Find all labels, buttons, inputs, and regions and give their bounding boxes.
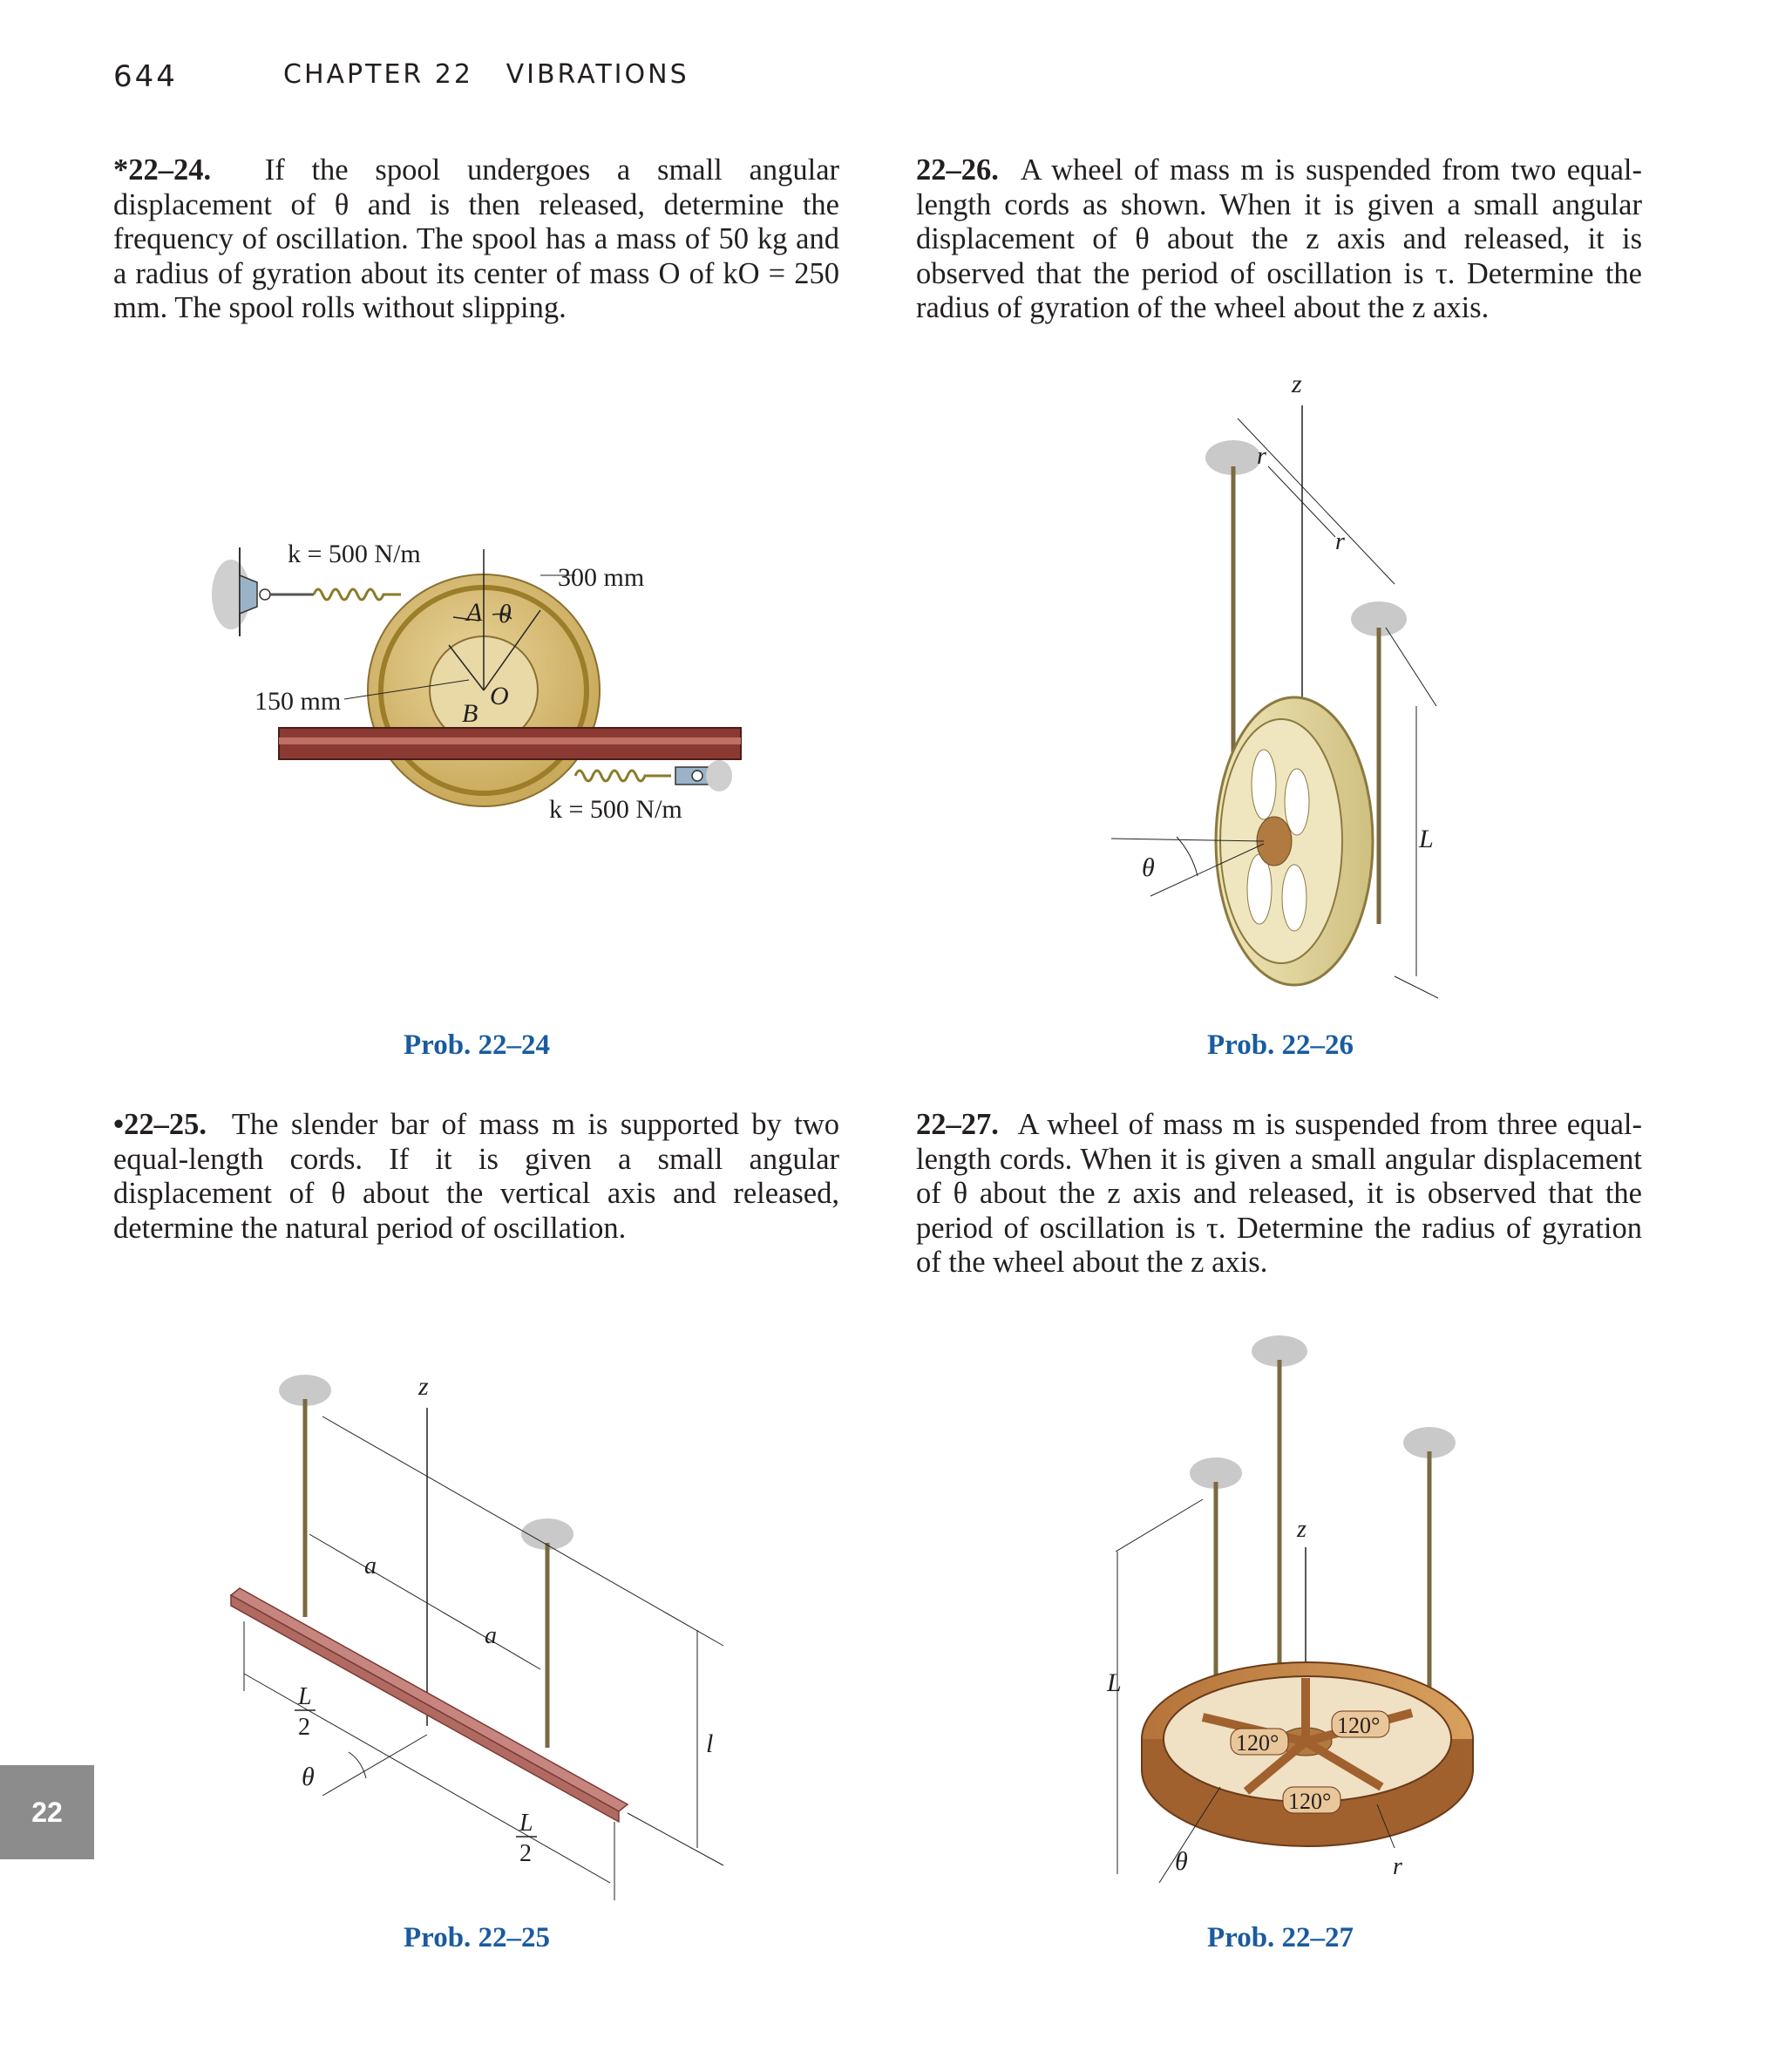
page-number: 644: [113, 59, 178, 94]
label-L: L: [1107, 1668, 1122, 1697]
label-angle-1: 120°: [1236, 1730, 1279, 1756]
chapter-side-tab: 22: [0, 1765, 94, 1859]
label-z: z: [418, 1372, 429, 1401]
figure-spool: [192, 523, 767, 837]
label-r1: r: [1257, 443, 1266, 470]
caption-22-27: Prob. 22–27: [1207, 1922, 1354, 1953]
label-a1: a: [364, 1552, 377, 1579]
problem-number: •22–25.: [113, 1108, 207, 1141]
label-theta: θ: [499, 600, 512, 628]
caption-22-25: Prob. 22–25: [404, 1922, 551, 1953]
label-300mm: 300 mm: [558, 563, 645, 592]
label-150mm: 150 mm: [255, 687, 342, 716]
label-z: z: [1297, 1516, 1307, 1543]
label-theta: θ: [1175, 1847, 1188, 1876]
label-L-half-num2: L: [519, 1810, 533, 1837]
label-L: L: [1419, 825, 1434, 853]
label-L-half-den: 2: [298, 1714, 310, 1741]
caption-22-24: Prob. 22–24: [404, 1029, 551, 1061]
chapter-label: CHAPTER 22: [283, 59, 473, 90]
problem-number: 22–27.: [916, 1108, 999, 1141]
chapter-title: VIBRATIONS: [506, 59, 689, 90]
label-angle-3: 120°: [1288, 1789, 1332, 1814]
label-O: O: [490, 682, 509, 710]
label-r2: r: [1335, 528, 1345, 555]
problem-text: If the spool undergoes a small angular displacement of θ and is then released, determine the frequency of oscillation. The spool has a mass of 50 kg and a radius of gyration about its center of mass O of kO = 250 mm. The spool rolls without slipping.: [113, 153, 839, 324]
label-k-top: k = 500 N/m: [288, 540, 421, 568]
label-k-bottom: k = 500 N/m: [549, 795, 682, 824]
problem-22-27: [916, 1108, 1642, 1281]
label-A: A: [466, 598, 483, 627]
spring-top: [314, 589, 401, 600]
problem-22-25: [113, 1108, 839, 1246]
problem-22-24: [113, 153, 839, 326]
label-a2: a: [485, 1622, 497, 1649]
problem-text: A wheel of mass m is suspended from three equal-length cords. When it is given a small angular displacement of θ about the z axis and released, it is observed that the period of oscillation is τ. Determine the radius of gyration of the wheel about the z axis.: [916, 1108, 1643, 1279]
label-l: l: [706, 1729, 714, 1758]
caption-22-26: Prob. 22–26: [1207, 1029, 1354, 1061]
problem-text: A wheel of mass m is suspended from two equal-length cords as shown. When it is given a small angular displacement of θ about the z axis and released, it is observed that the period of oscillation is τ. Determine the radius of gyration of the wheel about the z axis.: [916, 153, 1643, 324]
spring-bottom: [575, 771, 671, 781]
chapter-heading: [283, 59, 689, 90]
label-r: r: [1393, 1853, 1402, 1880]
label-theta: θ: [1142, 853, 1155, 882]
label-angle-2: 120°: [1337, 1713, 1381, 1738]
problem-number: *22–24.: [113, 153, 212, 187]
figure-wheel-three-cords: [1081, 1316, 1482, 1892]
label-L-half-num: L: [298, 1683, 312, 1710]
problem-number: 22–26.: [916, 153, 999, 187]
label-z: z: [1292, 370, 1302, 398]
label-L-half-den2: 2: [519, 1840, 532, 1867]
problem-text: The slender bar of mass m is supported by two equal-length cords. If it is given a small angular displacement of θ about the vertical axis and released, determine the natural period of oscillation.: [113, 1108, 839, 1245]
label-B: B: [462, 699, 478, 728]
label-theta: θ: [302, 1763, 315, 1791]
problem-22-26: [916, 153, 1642, 326]
figure-slender-bar: [218, 1360, 750, 1900]
figure-wheel-two-cords: [1107, 366, 1456, 1011]
